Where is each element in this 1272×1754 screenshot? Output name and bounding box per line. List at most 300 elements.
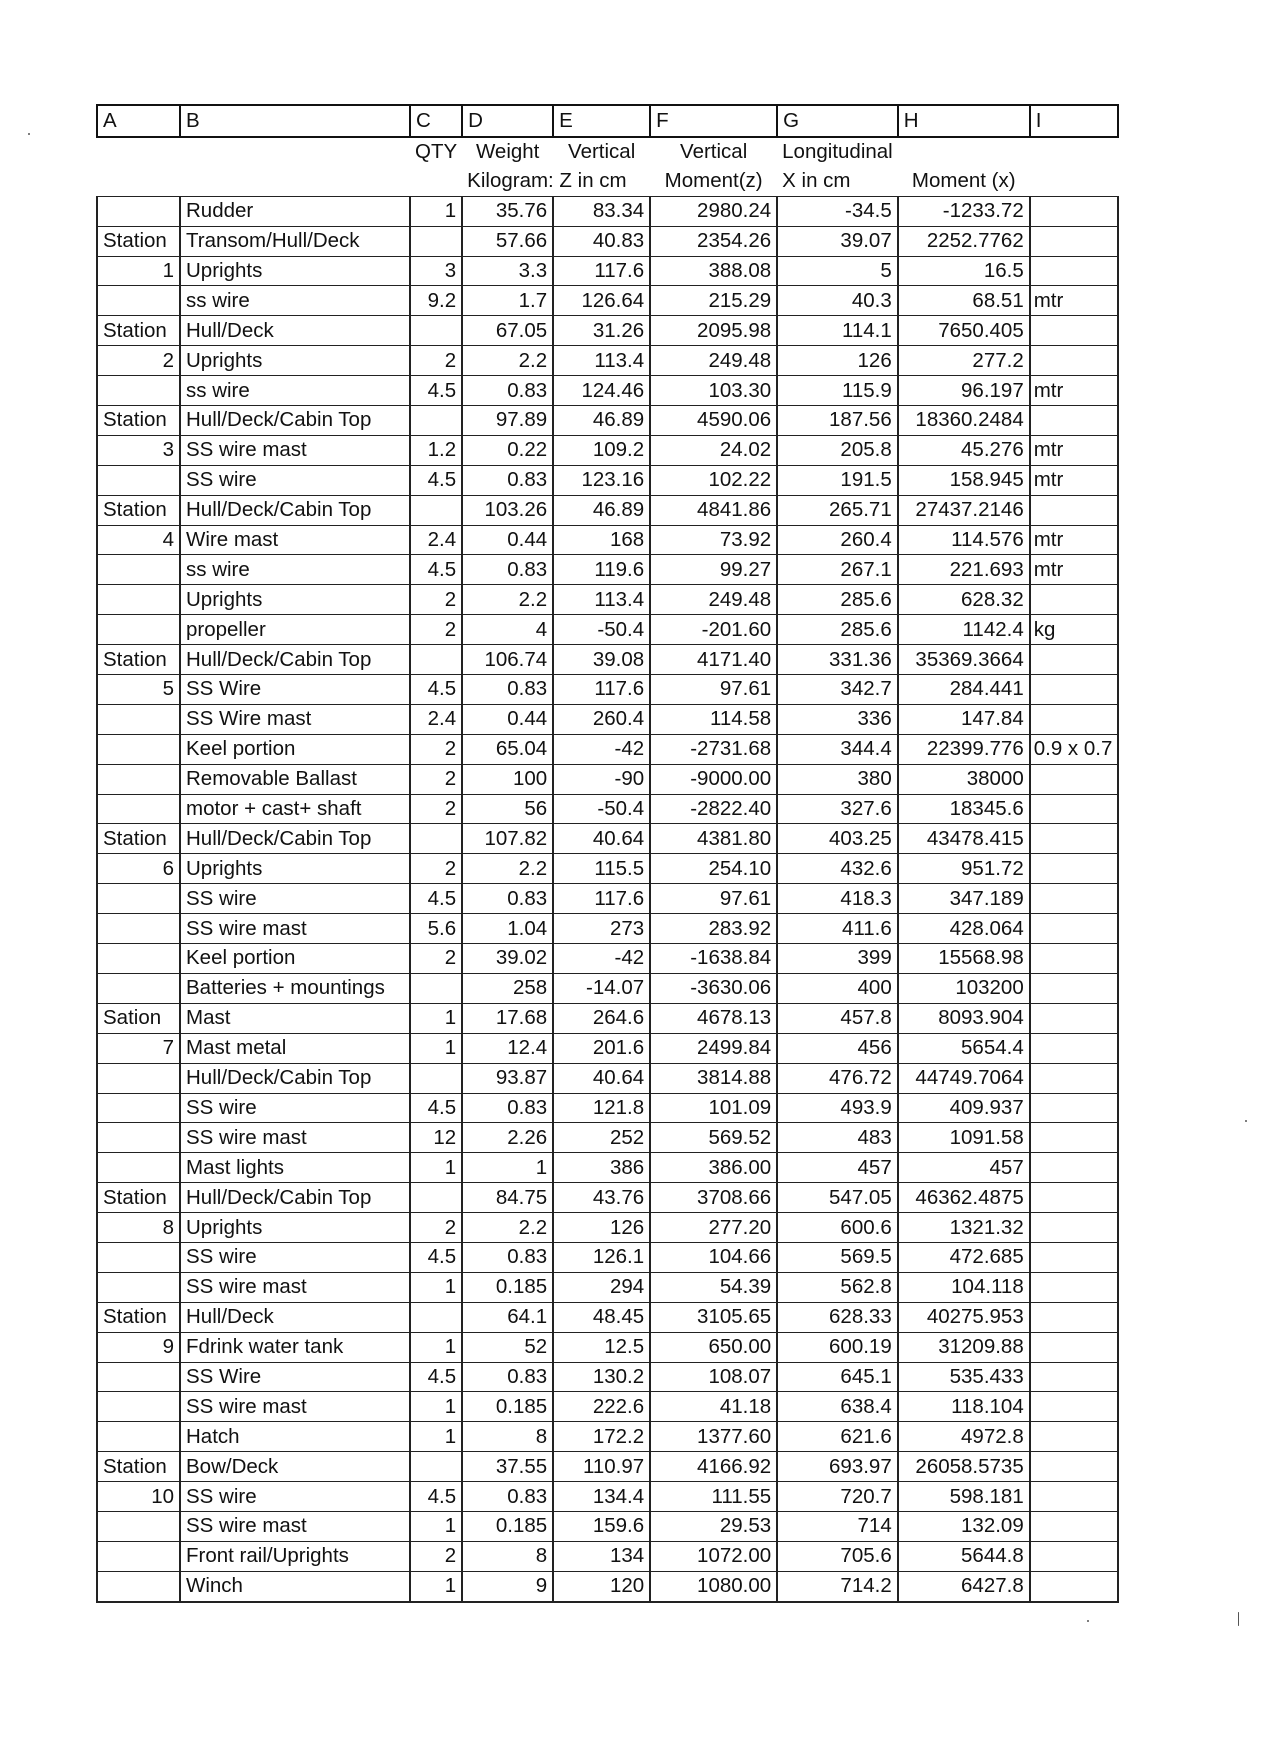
- cell-qty: 1: [410, 1571, 462, 1601]
- cell-weight: 17.68: [462, 1003, 553, 1033]
- cell-station: Station: [97, 495, 180, 525]
- cell-longitudinal-x: 645.1: [777, 1362, 898, 1392]
- cell-item: Hull/Deck: [180, 316, 410, 346]
- cell-weight: 2.2: [462, 585, 553, 615]
- cell-vertical-moment: -201.60: [650, 615, 777, 645]
- header-moment-x: Moment (x): [911, 169, 1016, 193]
- cell-vertical-z: 46.89: [553, 406, 650, 436]
- cell-station: [97, 1571, 180, 1601]
- cell-qty: 2: [410, 734, 462, 764]
- cell-vertical-z: -90: [553, 764, 650, 794]
- header-line-2: [97, 167, 1118, 196]
- cell-moment-x: 472.685: [898, 1242, 1030, 1272]
- cell-moment-x: 46362.4875: [898, 1183, 1030, 1213]
- table-row: [97, 1272, 1118, 1302]
- header-cell: [97, 137, 180, 167]
- cell-vertical-moment: -3630.06: [650, 973, 777, 1003]
- cell-item: Hull/Deck/Cabin Top: [180, 406, 410, 436]
- cell-vertical-moment: 97.61: [650, 884, 777, 914]
- cell-qty: [410, 495, 462, 525]
- cell-longitudinal-x: 628.33: [777, 1302, 898, 1332]
- cell-vertical-moment: 569.52: [650, 1123, 777, 1153]
- cell-qty: [410, 1452, 462, 1482]
- cell-note: mtr: [1030, 435, 1119, 465]
- cell-moment-x: 428.064: [898, 914, 1030, 944]
- cell-vertical-z: 40.64: [553, 824, 650, 854]
- cell-moment-x: 18360.2484: [898, 406, 1030, 436]
- cell-vertical-z: 43.76: [553, 1183, 650, 1213]
- cell-note: kg: [1030, 615, 1119, 645]
- cell-qty: 1: [410, 1422, 462, 1452]
- cell-moment-x: 5654.4: [898, 1033, 1030, 1063]
- table-row: [97, 1541, 1118, 1571]
- cell-note: [1030, 1362, 1119, 1392]
- table-row: [97, 1392, 1118, 1422]
- table-row: [97, 704, 1118, 734]
- cell-moment-x: 104.118: [898, 1272, 1030, 1302]
- cell-note: [1030, 884, 1119, 914]
- cell-vertical-moment: 249.48: [650, 585, 777, 615]
- cell-moment-x: 147.84: [898, 704, 1030, 734]
- cell-qty: 4.5: [410, 884, 462, 914]
- cell-vertical-moment: 101.09: [650, 1093, 777, 1123]
- cell-station: [97, 1392, 180, 1422]
- cell-longitudinal-x: 457: [777, 1153, 898, 1183]
- cell-qty: 4.5: [410, 555, 462, 585]
- cell-qty: 5.6: [410, 914, 462, 944]
- cell-vertical-z: 172.2: [553, 1422, 650, 1452]
- cell-note: [1030, 824, 1119, 854]
- cell-note: [1030, 914, 1119, 944]
- table-row: [97, 1213, 1118, 1243]
- table-row: [97, 1093, 1118, 1123]
- cell-weight: 64.1: [462, 1302, 553, 1332]
- cell-moment-x: 132.09: [898, 1511, 1030, 1541]
- table-row: [97, 525, 1118, 555]
- cell-weight: 35.76: [462, 196, 553, 226]
- cell-weight: 4: [462, 615, 553, 645]
- cell-station: [97, 1093, 180, 1123]
- cell-vertical-moment: 102.22: [650, 465, 777, 495]
- cell-qty: 2: [410, 615, 462, 645]
- cell-vertical-moment: -2822.40: [650, 794, 777, 824]
- cell-note: [1030, 256, 1119, 286]
- cell-note: [1030, 1482, 1119, 1512]
- header-cell: [1030, 167, 1119, 196]
- cell-longitudinal-x: 187.56: [777, 406, 898, 436]
- table-row: [97, 1063, 1118, 1093]
- cell-vertical-z: 120: [553, 1571, 650, 1601]
- table-row: [97, 824, 1118, 854]
- header-cell: [97, 167, 180, 196]
- cell-vertical-moment: 103.30: [650, 376, 777, 406]
- cell-vertical-moment: -9000.00: [650, 764, 777, 794]
- cell-qty: 1: [410, 1392, 462, 1422]
- cell-qty: 12: [410, 1123, 462, 1153]
- cell-item: Keel portion: [180, 944, 410, 974]
- cell-qty: [410, 406, 462, 436]
- cell-moment-x: 16.5: [898, 256, 1030, 286]
- cell-weight: 1.04: [462, 914, 553, 944]
- table-row: [97, 973, 1118, 1003]
- cell-weight: 2.26: [462, 1123, 553, 1153]
- cell-qty: 3: [410, 256, 462, 286]
- cell-item: Mast lights: [180, 1153, 410, 1183]
- cell-item: Hull/Deck/Cabin Top: [180, 1063, 410, 1093]
- cell-vertical-z: 110.97: [553, 1452, 650, 1482]
- cell-moment-x: 35369.3664: [898, 645, 1030, 675]
- cell-vertical-moment: 114.58: [650, 704, 777, 734]
- cell-vertical-moment: 2499.84: [650, 1033, 777, 1063]
- cell-item: SS wire mast: [180, 1392, 410, 1422]
- cell-vertical-z: 83.34: [553, 196, 650, 226]
- cell-vertical-z: 222.6: [553, 1392, 650, 1422]
- cell-qty: 1.2: [410, 435, 462, 465]
- cell-vertical-z: 117.6: [553, 675, 650, 705]
- cell-longitudinal-x: 638.4: [777, 1392, 898, 1422]
- cell-qty: [410, 226, 462, 256]
- cell-weight: 56: [462, 794, 553, 824]
- column-header: E: [553, 105, 650, 137]
- header-weight: Weight: [475, 140, 540, 164]
- header-moment-z: Moment(z): [664, 169, 763, 193]
- table-row: [97, 1183, 1118, 1213]
- cell-longitudinal-x: 403.25: [777, 824, 898, 854]
- cell-moment-x: 1091.58: [898, 1123, 1030, 1153]
- cell-vertical-moment: 29.53: [650, 1511, 777, 1541]
- cell-longitudinal-x: 267.1: [777, 555, 898, 585]
- column-header: G: [777, 105, 898, 137]
- cell-note: mtr: [1030, 286, 1119, 316]
- cell-note: [1030, 1302, 1119, 1332]
- cell-qty: 9.2: [410, 286, 462, 316]
- cell-weight: 8: [462, 1422, 553, 1452]
- cell-weight: 8: [462, 1541, 553, 1571]
- cell-vertical-moment: 215.29: [650, 286, 777, 316]
- cell-vertical-moment: 1377.60: [650, 1422, 777, 1452]
- cell-vertical-moment: 650.00: [650, 1332, 777, 1362]
- cell-station: 2: [97, 346, 180, 376]
- cell-vertical-z: 115.5: [553, 854, 650, 884]
- cell-longitudinal-x: 114.1: [777, 316, 898, 346]
- cell-vertical-z: 46.89: [553, 495, 650, 525]
- cell-weight: 0.185: [462, 1511, 553, 1541]
- cell-note: [1030, 1242, 1119, 1272]
- cell-moment-x: 45.276: [898, 435, 1030, 465]
- cell-station: Station: [97, 316, 180, 346]
- cell-item: ss wire: [180, 376, 410, 406]
- cell-longitudinal-x: 5: [777, 256, 898, 286]
- cell-qty: 4.5: [410, 376, 462, 406]
- cell-item: Uprights: [180, 585, 410, 615]
- cell-item: Transom/Hull/Deck: [180, 226, 410, 256]
- cell-vertical-z: 31.26: [553, 316, 650, 346]
- cell-longitudinal-x: 265.71: [777, 495, 898, 525]
- cell-station: 1: [97, 256, 180, 286]
- cell-station: [97, 1362, 180, 1392]
- cell-vertical-moment: 108.07: [650, 1362, 777, 1392]
- cell-note: [1030, 704, 1119, 734]
- cell-moment-x: 68.51: [898, 286, 1030, 316]
- cell-item: Removable Ballast: [180, 764, 410, 794]
- cell-qty: 1: [410, 196, 462, 226]
- cell-weight: 100: [462, 764, 553, 794]
- cell-item: Batteries + mountings: [180, 973, 410, 1003]
- cell-moment-x: 15568.98: [898, 944, 1030, 974]
- cell-vertical-moment: 54.39: [650, 1272, 777, 1302]
- cell-station: [97, 973, 180, 1003]
- cell-qty: 4.5: [410, 1482, 462, 1512]
- cell-note: [1030, 316, 1119, 346]
- cell-vertical-z: 39.08: [553, 645, 650, 675]
- cell-note: [1030, 1422, 1119, 1452]
- cell-longitudinal-x: 336: [777, 704, 898, 734]
- cell-qty: 2.4: [410, 704, 462, 734]
- cell-weight: 57.66: [462, 226, 553, 256]
- header-vertical-moment: Vertical: [680, 140, 748, 164]
- cell-qty: 4.5: [410, 1242, 462, 1272]
- cell-note: [1030, 1033, 1119, 1063]
- header-cell: [180, 137, 410, 167]
- cell-qty: 2: [410, 764, 462, 794]
- cell-item: SS wire mast: [180, 435, 410, 465]
- cell-longitudinal-x: 205.8: [777, 435, 898, 465]
- cell-weight: 12.4: [462, 1033, 553, 1063]
- cell-weight: 0.83: [462, 376, 553, 406]
- cell-longitudinal-x: 456: [777, 1033, 898, 1063]
- cell-weight: 97.89: [462, 406, 553, 436]
- cell-qty: 4.5: [410, 1093, 462, 1123]
- cell-item: Hull/Deck/Cabin Top: [180, 495, 410, 525]
- cell-vertical-z: 168: [553, 525, 650, 555]
- cell-weight: 67.05: [462, 316, 553, 346]
- cell-station: Station: [97, 1452, 180, 1482]
- cell-station: [97, 1123, 180, 1153]
- cell-vertical-z: 294: [553, 1272, 650, 1302]
- cell-vertical-z: 273: [553, 914, 650, 944]
- cell-moment-x: 96.197: [898, 376, 1030, 406]
- table-row: [97, 1123, 1118, 1153]
- cell-station: 7: [97, 1033, 180, 1063]
- cell-vertical-z: 113.4: [553, 585, 650, 615]
- cell-vertical-z: 124.46: [553, 376, 650, 406]
- cell-vertical-z: 40.64: [553, 1063, 650, 1093]
- table-row: [97, 944, 1118, 974]
- cell-note: [1030, 1541, 1119, 1571]
- cell-vertical-z: 126: [553, 1213, 650, 1243]
- cell-moment-x: 8093.904: [898, 1003, 1030, 1033]
- cell-item: ss wire: [180, 555, 410, 585]
- header-kilogram-z: Kilogram: Z in cm: [467, 169, 627, 193]
- cell-vertical-z: 386: [553, 1153, 650, 1183]
- column-header: B: [180, 105, 410, 137]
- cell-vertical-moment: 277.20: [650, 1213, 777, 1243]
- cell-vertical-z: 264.6: [553, 1003, 650, 1033]
- cell-qty: [410, 824, 462, 854]
- cell-vertical-moment: 3708.66: [650, 1183, 777, 1213]
- cell-note: [1030, 1153, 1119, 1183]
- cell-moment-x: 628.32: [898, 585, 1030, 615]
- table-row: [97, 406, 1118, 436]
- cell-moment-x: 43478.415: [898, 824, 1030, 854]
- table-row: [97, 226, 1118, 256]
- cell-qty: 4.5: [410, 675, 462, 705]
- cell-longitudinal-x: 457.8: [777, 1003, 898, 1033]
- cell-weight: 39.02: [462, 944, 553, 974]
- cell-station: [97, 704, 180, 734]
- cell-note: [1030, 1213, 1119, 1243]
- cell-station: 6: [97, 854, 180, 884]
- cell-vertical-moment: 2354.26: [650, 226, 777, 256]
- cell-vertical-moment: 2980.24: [650, 196, 777, 226]
- cell-longitudinal-x: 714: [777, 1511, 898, 1541]
- cell-item: SS wire: [180, 1242, 410, 1272]
- cell-qty: [410, 973, 462, 1003]
- cell-qty: [410, 1183, 462, 1213]
- scan-speck: [1238, 1612, 1239, 1626]
- scan-speck: [28, 133, 30, 135]
- cell-station: 4: [97, 525, 180, 555]
- cell-station: [97, 376, 180, 406]
- cell-vertical-moment: 4381.80: [650, 824, 777, 854]
- header-longitudinal: Longitudinal: [782, 140, 893, 164]
- cell-moment-x: 27437.2146: [898, 495, 1030, 525]
- cell-vertical-moment: 111.55: [650, 1482, 777, 1512]
- cell-weight: 65.04: [462, 734, 553, 764]
- cell-station: 8: [97, 1213, 180, 1243]
- cell-note: mtr: [1030, 465, 1119, 495]
- header-vertical: Vertical: [568, 140, 636, 164]
- cell-vertical-z: 126.1: [553, 1242, 650, 1272]
- scan-speck: [1087, 1620, 1089, 1622]
- cell-vertical-moment: 3105.65: [650, 1302, 777, 1332]
- cell-note: [1030, 944, 1119, 974]
- cell-note: 0.9 x 0.7: [1030, 734, 1119, 764]
- cell-qty: 1: [410, 1153, 462, 1183]
- cell-station: [97, 914, 180, 944]
- cell-moment-x: 4972.8: [898, 1422, 1030, 1452]
- header-cell: [180, 167, 410, 196]
- table-row: [97, 256, 1118, 286]
- cell-vertical-moment: 104.66: [650, 1242, 777, 1272]
- cell-note: [1030, 585, 1119, 615]
- cell-qty: 1: [410, 1272, 462, 1302]
- cell-note: [1030, 645, 1119, 675]
- cell-station: [97, 465, 180, 495]
- cell-moment-x: 40275.953: [898, 1302, 1030, 1332]
- cell-weight: 9: [462, 1571, 553, 1601]
- table-row: [97, 495, 1118, 525]
- cell-longitudinal-x: 432.6: [777, 854, 898, 884]
- cell-moment-x: 38000: [898, 764, 1030, 794]
- cell-station: [97, 734, 180, 764]
- cell-longitudinal-x: -34.5: [777, 196, 898, 226]
- cell-station: Station: [97, 645, 180, 675]
- table-row: [97, 1242, 1118, 1272]
- cell-moment-x: 26058.5735: [898, 1452, 1030, 1482]
- cell-qty: [410, 1063, 462, 1093]
- cell-qty: [410, 316, 462, 346]
- cell-note: [1030, 1183, 1119, 1213]
- cell-qty: 2.4: [410, 525, 462, 555]
- cell-moment-x: 1142.4: [898, 615, 1030, 645]
- cell-item: Rudder: [180, 196, 410, 226]
- cell-longitudinal-x: 714.2: [777, 1571, 898, 1601]
- cell-weight: 0.83: [462, 465, 553, 495]
- cell-vertical-moment: 2095.98: [650, 316, 777, 346]
- cell-vertical-moment: 24.02: [650, 435, 777, 465]
- cell-station: 5: [97, 675, 180, 705]
- cell-vertical-moment: 41.18: [650, 1392, 777, 1422]
- cell-moment-x: 118.104: [898, 1392, 1030, 1422]
- cell-weight: 0.185: [462, 1392, 553, 1422]
- cell-longitudinal-x: 705.6: [777, 1541, 898, 1571]
- cell-longitudinal-x: 621.6: [777, 1422, 898, 1452]
- cell-weight: 0.83: [462, 1482, 553, 1512]
- cell-qty: 2: [410, 794, 462, 824]
- cell-station: [97, 1511, 180, 1541]
- cell-weight: 1.7: [462, 286, 553, 316]
- header-cell: [410, 167, 462, 196]
- cell-station: [97, 764, 180, 794]
- cell-longitudinal-x: 285.6: [777, 585, 898, 615]
- cell-vertical-z: 260.4: [553, 704, 650, 734]
- cell-station: 9: [97, 1332, 180, 1362]
- cell-note: [1030, 764, 1119, 794]
- cell-qty: 2: [410, 1541, 462, 1571]
- cell-note: [1030, 1392, 1119, 1422]
- cell-vertical-z: 134: [553, 1541, 650, 1571]
- cell-weight: 3.3: [462, 256, 553, 286]
- cell-item: ss wire: [180, 286, 410, 316]
- cell-vertical-moment: 97.61: [650, 675, 777, 705]
- cell-station: Station: [97, 406, 180, 436]
- cell-station: [97, 286, 180, 316]
- column-letter-row: [97, 105, 1118, 137]
- column-header: D: [462, 105, 553, 137]
- cell-vertical-z: 123.16: [553, 465, 650, 495]
- cell-longitudinal-x: 126: [777, 346, 898, 376]
- table-row: [97, 286, 1118, 316]
- cell-item: Hull/Deck/Cabin Top: [180, 645, 410, 675]
- cell-item: motor + cast+ shaft: [180, 794, 410, 824]
- cell-note: [1030, 196, 1119, 226]
- cell-item: SS wire mast: [180, 1511, 410, 1541]
- cell-moment-x: 22399.776: [898, 734, 1030, 764]
- cell-note: [1030, 346, 1119, 376]
- cell-vertical-z: 126.64: [553, 286, 650, 316]
- cell-vertical-moment: -2731.68: [650, 734, 777, 764]
- table-row: [97, 196, 1118, 226]
- cell-item: Wire mast: [180, 525, 410, 555]
- cell-longitudinal-x: 260.4: [777, 525, 898, 555]
- cell-weight: 0.83: [462, 1362, 553, 1392]
- cell-item: Bow/Deck: [180, 1452, 410, 1482]
- header-cell: [1030, 137, 1119, 167]
- cell-longitudinal-x: 380: [777, 764, 898, 794]
- cell-vertical-moment: 388.08: [650, 256, 777, 286]
- cell-weight: 37.55: [462, 1452, 553, 1482]
- cell-note: mtr: [1030, 376, 1119, 406]
- table-row: [97, 555, 1118, 585]
- cell-moment-x: 6427.8: [898, 1571, 1030, 1601]
- cell-qty: 2: [410, 585, 462, 615]
- cell-note: [1030, 1093, 1119, 1123]
- cell-longitudinal-x: 39.07: [777, 226, 898, 256]
- table-row: [97, 465, 1118, 495]
- header-cell: [898, 137, 1030, 167]
- table-row: [97, 346, 1118, 376]
